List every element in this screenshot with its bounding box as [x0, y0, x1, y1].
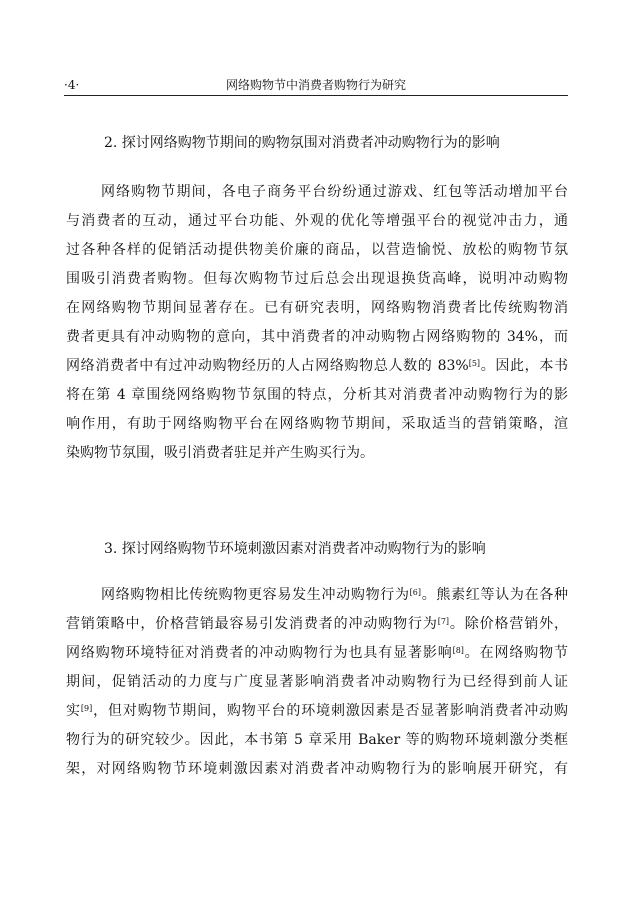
paragraph-line: 将在第 4 章围绕网络购物节氛围的特点，分析其对消费者冲动购物行为的影: [66, 387, 568, 403]
line-text: 网络购物环境特征对消费者的冲动购物行为也具有显著影响: [66, 645, 453, 661]
section-heading-3: 3. 探讨网络购物节环境刺激因素对消费者冲动购物行为的影响: [104, 541, 486, 557]
paragraph-environment: [66, 581, 568, 784]
paragraph-line: 网络购物节期间，各电子商务平台纷纷通过游戏、红包等活动增加平台: [101, 184, 568, 200]
running-title: 网络购物节中消费者购物行为研究: [225, 78, 406, 92]
paragraph-line: 架，对网络购物节环境刺激因素对消费者冲动购物行为的影响展开研究，有: [66, 761, 568, 777]
line-text: 。熊素红等认为在各种: [421, 587, 569, 603]
citation: [9]: [80, 704, 93, 713]
line-text: ，但对购物节期间，购物平台的环境刺激因素是否显著影响消费者冲动购: [92, 703, 569, 719]
citation: [7]: [437, 617, 450, 626]
citation: [5]: [468, 359, 481, 368]
line-text: 。因此，本书: [480, 358, 568, 374]
running-header: [64, 76, 568, 94]
citation: [6]: [409, 588, 422, 597]
line-text: 营销策略中，价格营销最容易引发消费者的冲动购物行为: [66, 616, 438, 632]
paragraph-line: 费者更具有冲动购物的意向，其中消费者的冲动购物占网络购物的 34%，而: [66, 329, 568, 345]
paragraph-line: 过各种各样的促销活动提供物美价廉的商品，以营造愉悦、放松的购物节氛: [66, 242, 568, 258]
paragraph-line: 物行为的研究较少。因此，本书第 5 章采用 Baker 等的购物环境刺激分类框: [66, 732, 568, 748]
paragraph-line: 与消费者的互动，通过平台功能、外观的优化等增强平台的视觉冲击力，通: [66, 213, 568, 229]
line-text: 实: [66, 703, 81, 719]
paragraph-line: 期间，促销活动的力度与广度显著影响消费者冲动购物行为已经得到前人证: [66, 674, 568, 690]
paragraph-line: [66, 697, 568, 726]
paragraph-line: 围吸引消费者购物。但每次购物节过后总会出现退换货高峰，说明冲动购物: [66, 271, 568, 287]
paragraph-line: [66, 581, 568, 610]
line-text: 。在网络购物节: [463, 645, 569, 661]
line-text: 。除价格营销外，: [449, 616, 569, 632]
page-number: ·4·: [64, 78, 80, 92]
citation: [8]: [452, 646, 464, 655]
section-heading-2: 2. 探讨网络购物节期间的购物氛围对消费者冲动购物行为的影响: [104, 135, 500, 151]
paragraph-line: 染购物节氛围，吸引消费者驻足并产生购买行为。: [66, 445, 374, 461]
paragraph-line: [66, 352, 568, 381]
line-text: 网络消费者中有过冲动购物经历的人占网络购物总人数的 83%: [66, 358, 469, 374]
header-rule: [64, 95, 568, 96]
paragraph-atmosphere: [66, 178, 568, 468]
paragraph-line: 在网络购物节期间显著存在。已有研究表明，网络购物消费者比传统购物消: [66, 300, 568, 316]
paragraph-line: [66, 639, 568, 668]
paragraph-line: [66, 610, 568, 639]
line-text: 网络购物相比传统购物更容易发生冲动购物行为: [101, 587, 410, 603]
paragraph-line: 响作用，有助于网络购物平台在网络购物节期间，采取适当的营销策略，渲: [66, 416, 568, 432]
